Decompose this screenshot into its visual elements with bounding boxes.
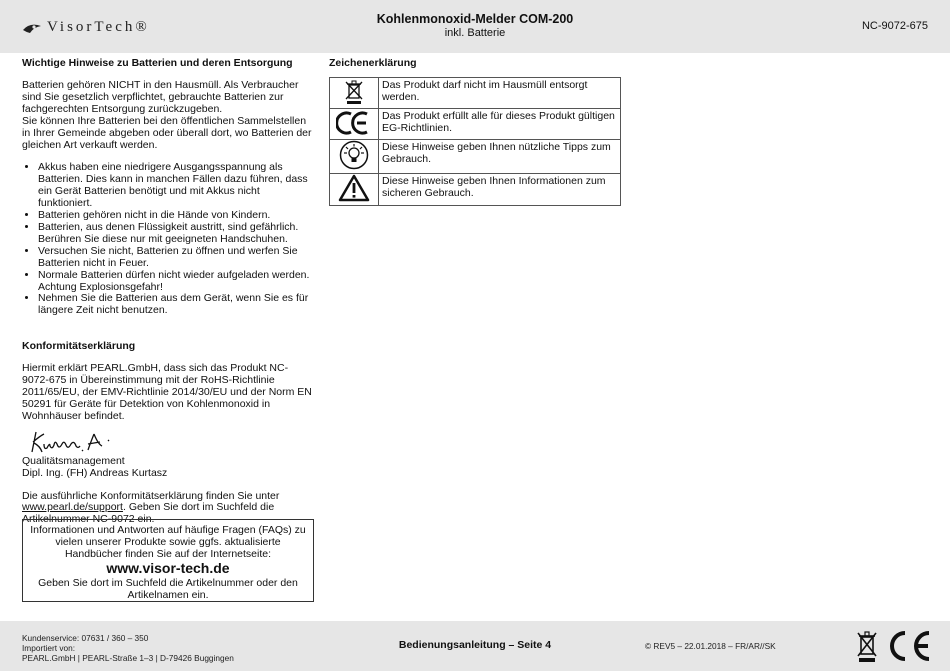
footer-marks [855, 629, 935, 663]
customer-service: Kundenservice: 07631 / 360 – 350 [22, 633, 149, 643]
product-title: Kohlenmonoxid-Melder COM-200 [376, 12, 574, 26]
conformity-text: Hiermit erklärt PEARL.GmbH, dass sich das Produkt NC-9072-675 in Übereinstimmung mit der RoHS-Richtlinie 2011/65/EU, der EMV-Richtlinie 2014/30/EU und der Norm EN 50291 für Geräte für Detektion von Kohlenmonoxid in Wohnhäuser befindet. [22, 362, 312, 422]
legend-row [330, 109, 621, 140]
faq-box [22, 519, 314, 602]
legend-row [330, 174, 621, 206]
crossed-bin-icon [855, 629, 879, 663]
importer-address: PEARL.GmbH | PEARL-Straße 1–3 | D-79426 Buggingen [22, 653, 234, 663]
page-number: Bedienungsanleitung – Seite 4 [398, 639, 552, 651]
right-column [329, 57, 621, 206]
product-subtitle: inkl. Batterie [444, 27, 506, 39]
warning-triangle-icon [338, 174, 370, 202]
revision-info: © REV5 – 22.01.2018 – FR/AR//SK [645, 641, 776, 651]
crossed-bin-icon [343, 79, 365, 105]
battery-bullet: • Batterien gehören nicht in die Hände von Kindern. [38, 210, 314, 222]
signature [22, 426, 314, 456]
importer-label: Importiert von: [22, 643, 76, 653]
visortech-eye-icon [22, 22, 42, 34]
footer-contact [22, 633, 234, 663]
faq-intro: Informationen und Antworten auf häufige Fragen (FAQs) zu vielen unserer Produkte sowie ggfs. aktualisierte Handbücher finden Sie auf der Internetseite: [30, 524, 306, 560]
faq-website-link[interactable]: www.visor-tech.de [106, 560, 230, 576]
more-info-prefix: Die ausführliche Konformitätserklärung finden Sie unter [22, 489, 280, 502]
symbol-legend-table [329, 77, 621, 206]
support-link[interactable]: www.pearl.de/support [22, 501, 123, 514]
legend-text: Das Produkt erfüllt alle für dieses Produkt gültigen EG-Richtlinien. [379, 109, 621, 140]
ce-mark-icon [883, 629, 935, 663]
lightbulb-icon [339, 140, 369, 170]
legend-row [330, 78, 621, 109]
page-header [0, 0, 950, 53]
faq-instructions: Geben Sie dort im Suchfeld die Artikelnummer oder den Artikelnamen ein. [38, 577, 298, 601]
battery-bullet-list [22, 162, 314, 317]
ce-mark-icon [336, 110, 372, 136]
page-footer [0, 621, 950, 671]
battery-heading: Wichtige Hinweise zu Batterien und deren Entsorgung [22, 57, 293, 69]
article-number: NC-9072-675 [861, 20, 928, 32]
brand-name: VisorTech® [47, 19, 150, 35]
signatory-role: Qualitätsmanagement [22, 454, 125, 467]
signatory-name: Dipl. Ing. (FH) Andreas Kurtasz [22, 466, 168, 479]
brand-logo [22, 19, 150, 36]
left-column [22, 57, 314, 526]
battery-paragraph-1: Batterien gehören NICHT in den Hausmüll. Als Verbraucher sind Sie gesetzlich verpflichtet, gebrauchte Batterien zur fachgerechten Entsorgung zurückzugeben. [22, 79, 299, 115]
battery-bullet: • Akkus haben eine niedrigere Ausgangsspannung als Batterien. Dies kann in manchen Fällen dazu führen, dass ein Gerät Batterien benötigt und mit Akkus nicht funktioniert. [38, 162, 314, 210]
conformity-heading: Konformitätserklärung [22, 340, 136, 353]
battery-bullet: • Nehmen Sie die Batterien aus dem Gerät, wenn Sie es für längere Zeit nicht benutzen. [38, 293, 314, 317]
more-info-suffix: . Geben Sie dort im Suchfeld die Artikelnummer NC-9072 ein. [22, 501, 275, 526]
legend-text: Diese Hinweise geben Ihnen Informationen zum sicheren Gebrauch. [379, 174, 621, 206]
legend-heading: Zeichenerklärung [329, 57, 417, 69]
legend-text: Diese Hinweise geben Ihnen nützliche Tipps zum Gebrauch. [379, 140, 621, 174]
legend-text: Das Produkt darf nicht im Hausmüll entsorgt werden. [379, 78, 621, 109]
legend-row [330, 140, 621, 174]
battery-bullet: • Normale Batterien dürfen nicht wieder aufgeladen werden. Achtung Explosionsgefahr! [38, 270, 314, 294]
battery-bullet: • Batterien, aus denen Flüssigkeit austritt, sind gefährlich. Berühren Sie diese nur mit geeigneten Handschuhen. [38, 222, 314, 246]
battery-paragraph-2: Sie können Ihre Batterien bei den öffentlichen Sammelstellen in Ihrer Gemeinde abgeben oder überall dort, wo Batterien der gleichen Art verkauft werden. [22, 114, 312, 151]
battery-bullet: • Versuchen Sie nicht, Batterien zu öffnen und werfen Sie Batterien nicht in Feuer. [38, 246, 314, 270]
